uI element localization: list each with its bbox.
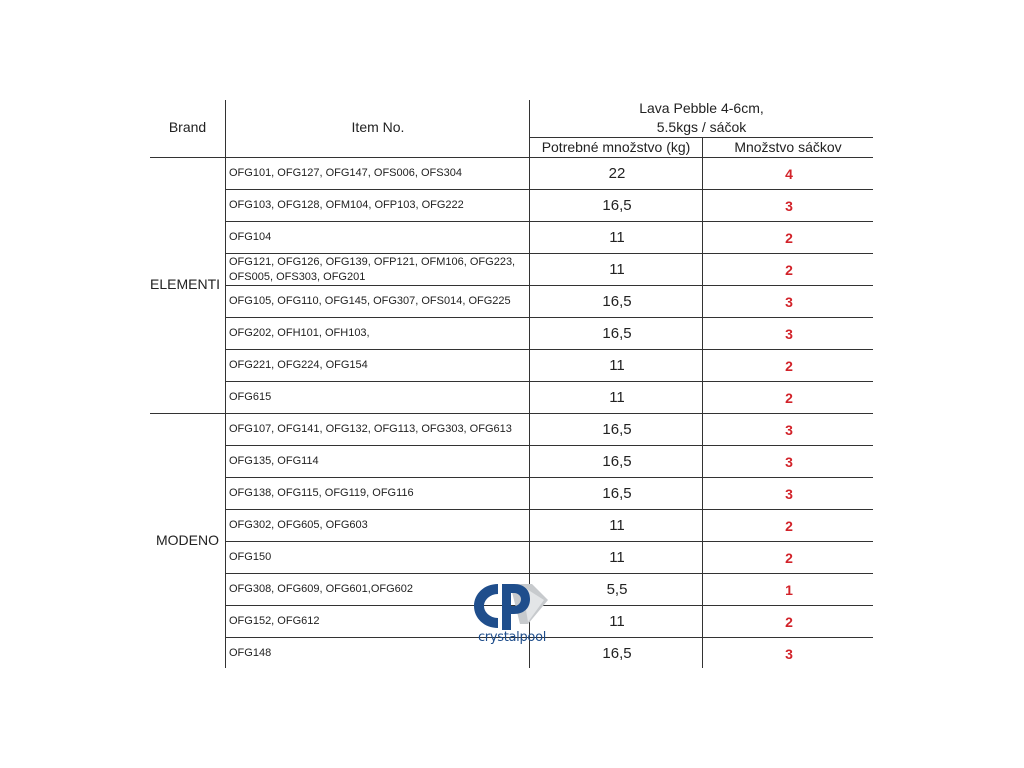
crystalpool-logo-text: crystalpool <box>477 630 547 645</box>
item-numbers-cell: OFG121, OFG126, OFG139, OFP121, OFM106, OFG223, OFS005, OFS303, OFG201 <box>229 255 516 283</box>
required-kg-cell: 16,5 <box>602 421 632 438</box>
required-kg-cell: 22 <box>608 165 626 182</box>
header-product-line2: 5.5kgs / sáčok <box>656 119 747 135</box>
required-kg-cell: 16,5 <box>602 325 632 342</box>
bag-count-cell: 3 <box>785 421 793 438</box>
required-kg-cell: 16,5 <box>602 645 632 662</box>
item-numbers-cell: OFG135, OFG114 <box>229 455 319 467</box>
required-kg-cell: 11 <box>609 229 625 246</box>
bag-count-cell: 2 <box>785 389 793 406</box>
required-kg-cell: 16,5 <box>602 293 632 310</box>
brand-elementi: ELEMENTI <box>150 276 221 292</box>
item-numbers-cell: OFG202, OFH101, OFH103, <box>229 327 370 339</box>
required-kg-cell: 16,5 <box>602 485 632 502</box>
header-item-no: Item No. <box>351 119 405 135</box>
item-numbers-cell: OFG103, OFG128, OFM104, OFP103, OFG222 <box>229 199 464 211</box>
item-numbers-cell: OFG138, OFG115, OFG119, OFG116 <box>229 487 414 499</box>
header-product-line1: Lava Pebble 4-6cm, <box>639 100 764 116</box>
item-numbers-cell: OFG302, OFG605, OFG603 <box>229 519 368 531</box>
bag-count-cell: 2 <box>785 229 793 246</box>
required-kg-cell: 11 <box>609 613 625 630</box>
bag-count-cell: 2 <box>785 517 793 534</box>
required-kg-cell: 11 <box>609 517 625 534</box>
required-kg-cell: 16,5 <box>602 197 632 214</box>
required-kg-cell: 16,5 <box>602 453 632 470</box>
item-numbers-cell: OFG107, OFG141, OFG132, OFG113, OFG303, OFG613 <box>229 423 512 435</box>
bag-count-cell: 2 <box>785 613 793 630</box>
bag-count-cell: 2 <box>785 357 793 374</box>
hline-subheader <box>530 137 873 138</box>
crystalpool-logo-mark <box>470 578 554 634</box>
bag-count-cell: 3 <box>785 325 793 342</box>
bag-count-cell: 3 <box>785 645 793 662</box>
item-numbers-cell: OFG615 <box>229 391 272 403</box>
required-kg-cell: 11 <box>609 549 625 566</box>
header-required-qty: Potrebné množstvo (kg) <box>541 139 691 155</box>
bag-count-cell: 3 <box>785 293 793 310</box>
required-kg-cell: 11 <box>609 357 625 374</box>
item-numbers-cell: OFG150 <box>229 551 272 563</box>
item-numbers-cell: OFG221, OFG224, OFG154 <box>229 359 368 371</box>
item-numbers-cell: OFG105, OFG110, OFG145, OFG307, OFS014, OFG225 <box>229 295 511 307</box>
crystalpool-logo <box>470 578 554 650</box>
bag-count-cell: 3 <box>785 485 793 502</box>
header-brand: Brand <box>168 119 207 135</box>
required-kg-cell: 5,5 <box>606 581 628 598</box>
item-numbers-cell: OFG104 <box>229 231 272 243</box>
required-kg-cell: 11 <box>609 389 625 406</box>
vline-brand-item <box>225 100 226 668</box>
brand-moddeno: MODENO <box>156 532 219 548</box>
bag-count-cell: 4 <box>785 165 793 182</box>
bag-count-cell: 2 <box>785 261 793 278</box>
item-numbers-cell: OFG152, OFG612 <box>229 615 320 627</box>
vline-kg-bags <box>702 137 703 668</box>
item-numbers-cell: OFG101, OFG127, OFG147, OFS006, OFS304 <box>229 167 462 179</box>
hline-brand-divider <box>150 413 225 414</box>
bag-count-cell: 2 <box>785 549 793 566</box>
required-kg-cell: 11 <box>609 261 625 278</box>
bag-count-cell: 3 <box>785 453 793 470</box>
bag-count-cell: 3 <box>785 197 793 214</box>
item-numbers-cell: OFG148 <box>229 647 272 659</box>
item-numbers-cell: OFG308, OFG609, OFG601,OFG602 <box>229 583 414 595</box>
header-bag-qty: Množstvo sáčkov <box>734 139 842 155</box>
bag-count-cell: 1 <box>785 581 793 598</box>
